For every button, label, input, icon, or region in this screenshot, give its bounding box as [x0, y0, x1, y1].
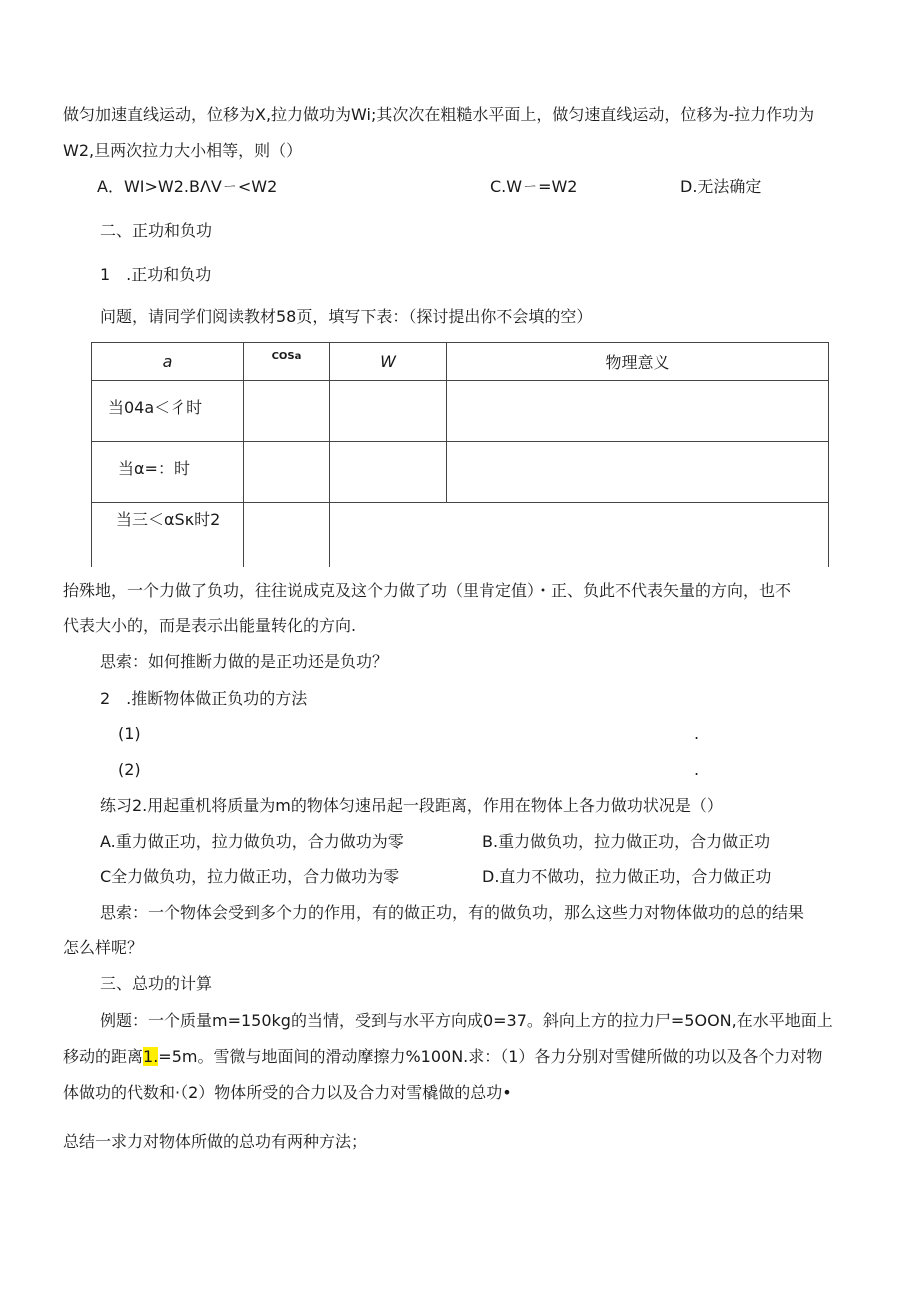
example-line-1: 例题：一个质量m=150kg的当情，受到与水平方向成0=37。斜向上方的拉力尸=5OON,在水平地面上	[100, 1011, 833, 1030]
row-label-positive: 当04a＜彳时	[92, 381, 244, 442]
example-line-3: 体做功的代数和·（2）物体所受的合力以及合力对雪橇做的总功•	[63, 1083, 512, 1102]
cos-cell	[244, 381, 330, 442]
exercise-2-option-c: C全力做负功，拉力做正功，合力做功为零	[100, 867, 400, 886]
think-question-2-line-2: 怎么样呢？	[63, 938, 144, 957]
row-label-zero: 当α=：时	[92, 442, 244, 503]
header-work: W	[330, 343, 447, 381]
work-sign-table	[91, 342, 829, 567]
option-ab: A．WI>W2.BΛVㄧ<W2	[97, 177, 278, 196]
work-cell	[330, 381, 447, 442]
intro-line-2: W2,旦两次拉力大小相等，则（）	[63, 141, 303, 160]
exercise-2-option-b: B.重力做负功，拉力做正功，合力做正功	[482, 832, 771, 851]
exercise-2-option-a: A.重力做正功，拉力做负功，合力做功为零	[100, 832, 404, 851]
cos-cell	[244, 503, 330, 567]
header-physical-meaning: 物理意义	[447, 343, 829, 381]
para-1-line-1: 抬殊地，一个力做了负功，往往说成克及这个力做了功（里肯定值）・正、负此不代表矢量的方向，也不	[63, 581, 792, 600]
meaning-cell	[447, 442, 829, 503]
meaning-cell	[447, 381, 829, 442]
table-header-row	[92, 343, 829, 381]
highlighted-text: 1.	[143, 1047, 159, 1066]
row-label-negative: 当三＜αSκ时2	[92, 503, 244, 567]
summary-line: 总结一求力对物体所做的总功有两种方法；	[63, 1132, 368, 1151]
think-question-1: 思索：如何推断力做的是正功还是负功？	[100, 652, 389, 671]
exercise-2-option-d: D.直力不做功，拉力做正功，合力做正功	[482, 867, 772, 886]
table-row	[92, 381, 829, 442]
subsection-2-heading: 2 .推断物体做正负功的方法	[100, 689, 308, 708]
work-cell	[330, 442, 447, 503]
blank-1-end: .	[694, 724, 700, 743]
table-question: 问题，请同学们阅读教材58页，填写下表：（探讨提出你不会填的空）	[100, 307, 593, 326]
section-3-heading: 三、总功的计算	[100, 974, 213, 993]
subsection-1-heading: 1 .正功和负功	[100, 265, 212, 284]
header-cos-alpha: COSa	[244, 343, 330, 381]
cos-cell	[244, 442, 330, 503]
section-2-heading: 二、正功和负功	[100, 221, 213, 240]
blank-2-label: (2)	[118, 760, 141, 779]
think-question-2-line-1: 思索：一个物体会受到多个力的作用，有的做正功，有的做负功，那么这些力对物体做功的总的结果	[100, 903, 805, 922]
table-row	[92, 503, 829, 567]
option-c: C.Wㄧ=W2	[490, 177, 578, 196]
para-1-line-2: 代表大小的，而是表示出能量转化的方向.	[63, 616, 357, 635]
exercise-2-stem: 练习2.用起重机将质量为m的物体匀速吊起一段距离，作用在物体上各力做功状况是（）	[100, 796, 723, 815]
option-d: D.无法确定	[680, 177, 762, 196]
merged-cell	[330, 503, 829, 567]
header-alpha: a	[92, 343, 244, 381]
blank-1-label: (1)	[118, 724, 141, 743]
example-line-2: 移动的距离1.=5m。雪微与地面间的滑动摩擦力%100N.求：（1）各力分别对雪健所做的功以及各个力对物	[63, 1047, 823, 1066]
table-row	[92, 442, 829, 503]
blank-2-end: .	[694, 760, 700, 779]
intro-line-1: 做匀加速直线运动，位移为X,拉力做功为Wi;其次次在粗糙水平面上，做匀速直线运动，位移为-拉力作功为	[63, 105, 815, 124]
